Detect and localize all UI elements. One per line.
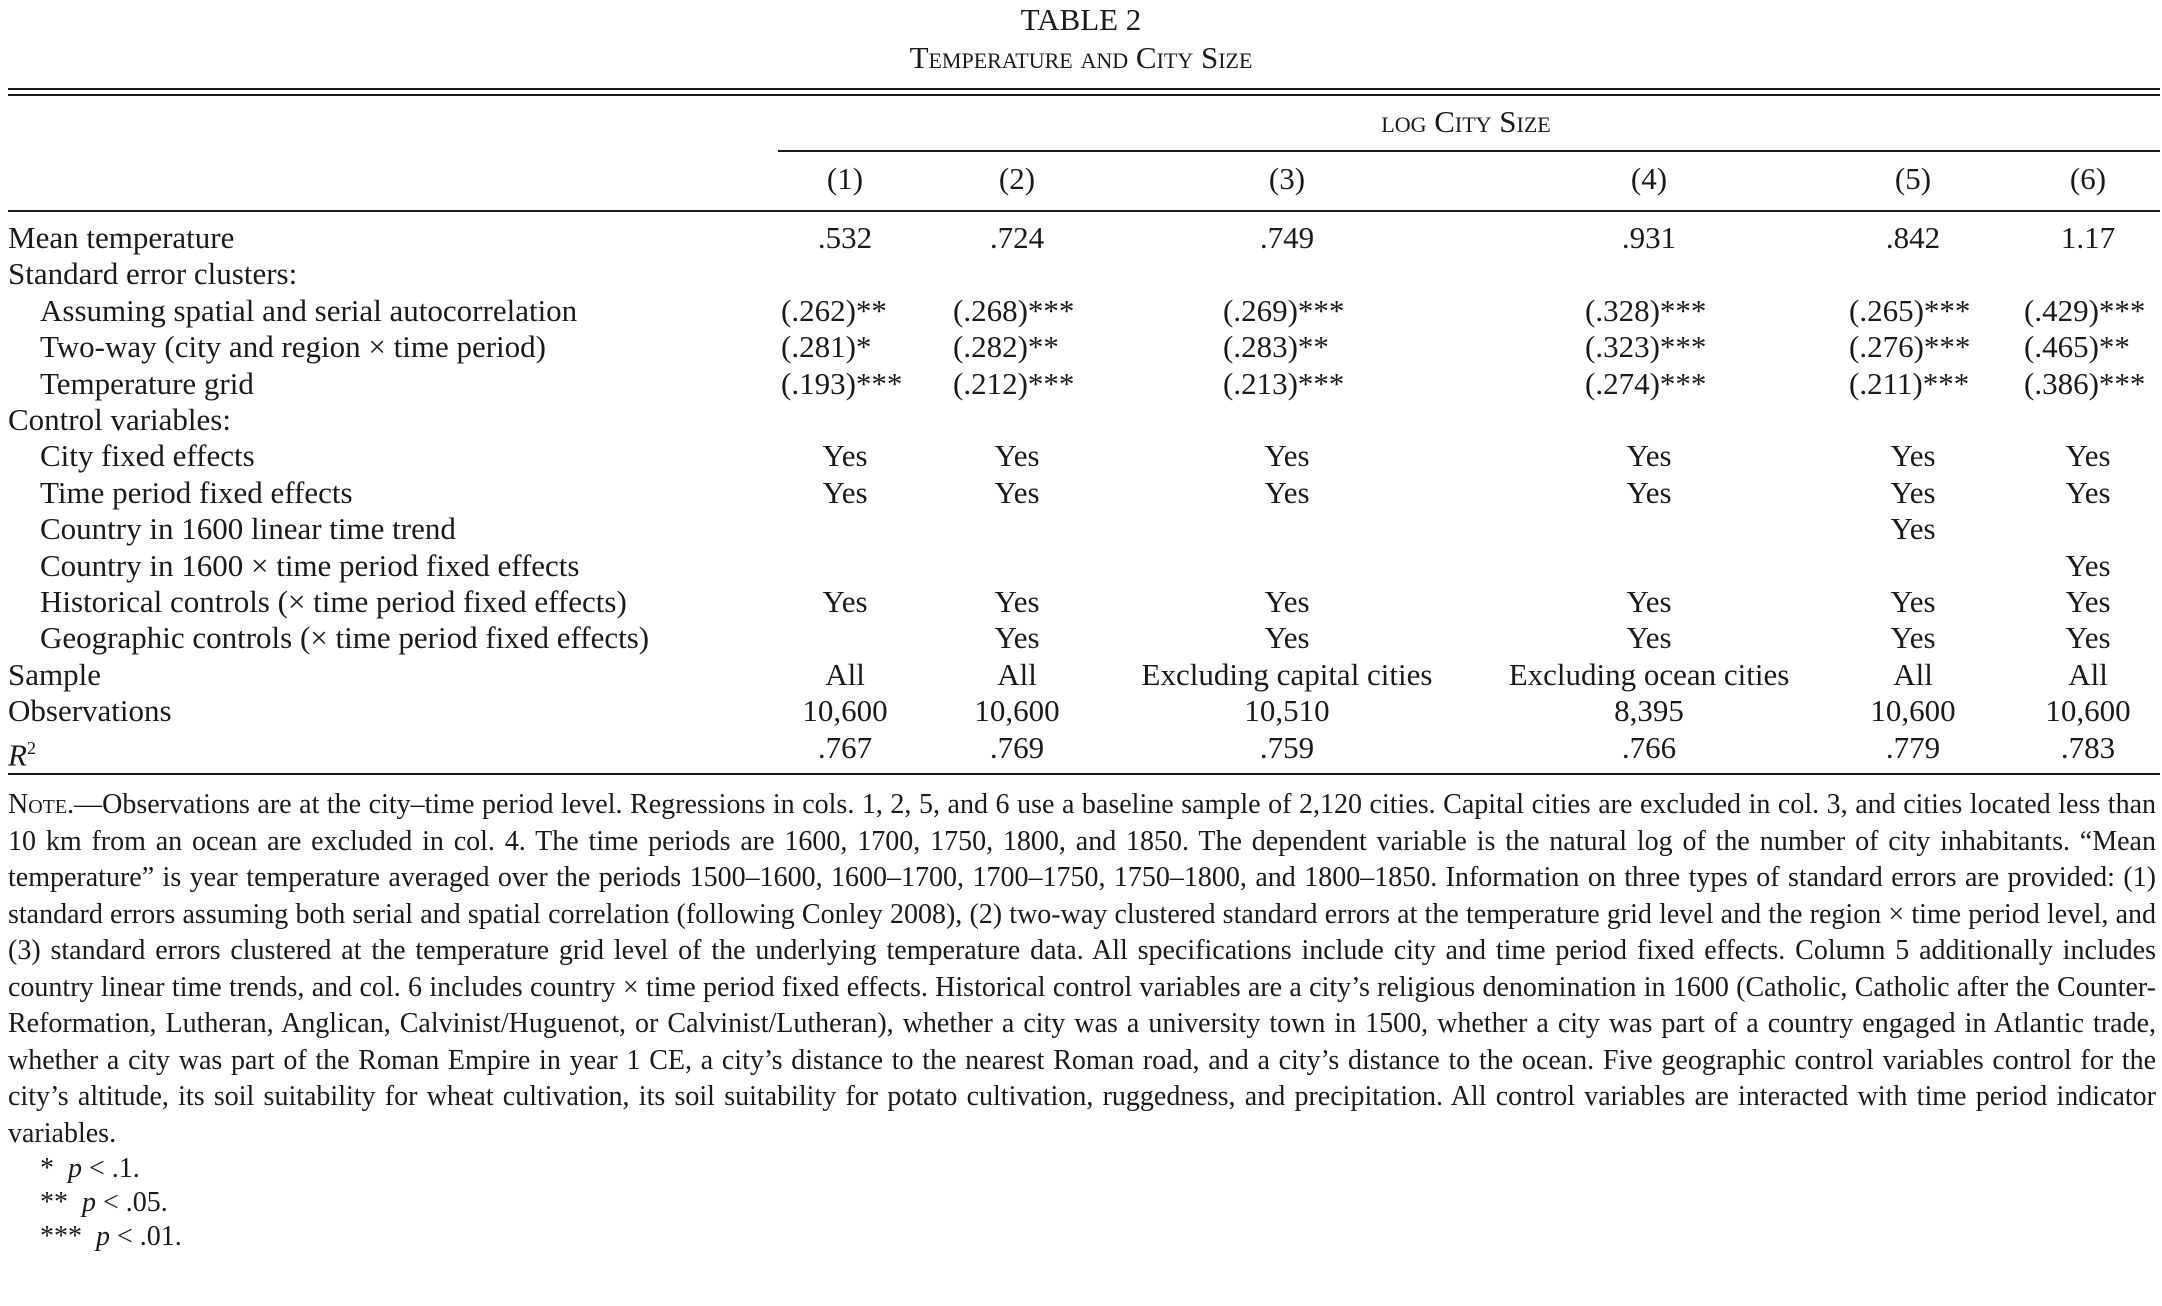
table-cell: .759 [1259,729,1315,765]
table-cell: (.274)*** [1585,365,1707,401]
row-label: Country in 1600 linear time trend [40,511,456,547]
bottom-rule [8,773,2160,775]
table-cell: (.429)*** [2024,292,2146,328]
table-cell: Excluding capital cities [1141,656,1433,692]
column-header: (6) [2069,161,2107,196]
table-cell: .766 [1621,729,1677,765]
significance-note [40,1220,182,1254]
row-label: Sample [8,656,101,692]
significance-stars: *** [40,1221,82,1252]
table-note [8,787,2156,1152]
table-cell: Yes [1264,474,1310,510]
table-cell: .783 [2060,729,2116,765]
table-cell: .724 [989,220,1045,255]
row-label: Mean temperature [8,220,235,255]
significance-threshold: < .1. [82,1153,140,1184]
top-rule-1 [8,88,2160,90]
table-cell: Yes [1264,584,1310,619]
table-cell: Yes [994,474,1040,510]
table-cell: (.212)*** [953,365,1075,401]
table-cell: (.213)*** [1223,365,1345,401]
significance-note [40,1152,140,1186]
significance-stars: ** [40,1187,68,1218]
row-label: Assuming spatial and serial autocorrelation [40,292,578,328]
table-cell: .779 [1885,729,1941,765]
table-cell: All [2068,656,2108,692]
row-label: City fixed effects [40,438,255,474]
p-symbol: p [82,1187,96,1218]
table-cell: .842 [1885,220,1941,255]
table-cell: (.269)*** [1223,292,1345,328]
table-cell: Yes [2065,474,2111,510]
table-cell: 10,600 [802,693,888,729]
row-label-text: R [8,736,27,772]
table-cell: Yes [822,584,868,619]
table-cell: (.193)*** [781,365,903,401]
table-cell: Yes [1626,438,1672,474]
row-label: Observations [8,693,172,729]
significance-threshold: < .05. [96,1187,168,1218]
table-cell: Excluding ocean cities [1508,656,1790,692]
row-label-superscript: 2 [26,737,36,758]
table-cell: (.262)** [781,292,887,328]
significance-note [40,1186,168,1220]
table-cell: Yes [2065,584,2111,619]
note-text: .—Observations are at the city–time period level. Regressions in cols. 1, 2, 5, and 6 use a baseline sample of 2,120 cities. Capital cities are excluded in col. 3, and cities located less than 10 km from an ocean are excluded in col. 4. The time periods are 1600, 1700, 1750, 1800, and 1850. The dependent variable is the natural log of the number of city inhabitants. “Mean temperature” is year temperature averaged over the periods 1500–1600, 1600–1700, 1700–1750, 1750–1800, and 1800–1850. Information on three types of standard errors are provided: (1) standard errors assuming both serial and spatial correlation (following Conley 2008), (2) two-way clustered standard errors at the temperature grid level and the region × time period level, and (3) standard errors clustered at the temperature grid level of the underlying temperature data. All specifications include city and time period fixed effects. Column 5 additionally includes country linear time trends, and col. 6 includes country × time period fixed effects. Historical control variables are a city’s religious denomination in 1600 (Catholic, Catholic after the Counter-Reformation, Lutheran, Anglican, Calvinist/Huguenot, or Calvinist/Lutheran), whether a city was a university town in 1500, whether a city was part of a country engaged in Atlantic trade, whether a city was part of the Roman Empire in year 1 CE, a city’s distance to the nearest Roman road, and a city’s distance to the ocean. Five geographic control variables control for the city’s altitude, its soil suitability for wheat cultivation, its soil suitability for potato cultivation, ruggedness, and precipitation. All control variables are interacted with time period indicator variables. [8,789,2156,1149]
table-cell: Yes [994,584,1040,619]
table-cell: .532 [817,220,873,255]
table-cell: Yes [1626,620,1672,656]
column-spanner: log City Size [1381,104,1551,139]
table-cell: Yes [822,474,868,510]
row-label: Geographic controls (× time period fixed effects) [40,620,650,656]
column-header: (2) [998,161,1036,196]
spanner-rule [778,150,2160,152]
table-cell: 10,510 [1244,693,1330,729]
table-cell: Yes [1626,474,1672,510]
significance-threshold: < .01. [110,1221,182,1252]
column-header: (5) [1894,161,1932,196]
header-rule [8,210,2160,212]
table-cell: 10,600 [2045,693,2131,729]
p-symbol: p [68,1153,82,1184]
table-cell: Yes [1890,438,1936,474]
table-cell: Yes [1890,511,1936,547]
table-cell: Yes [2065,438,2111,474]
table-cell: All [825,656,865,692]
table-cell: Yes [1264,620,1310,656]
row-label: Control variables: [8,402,231,437]
table-cell: Yes [1890,474,1936,510]
table-cell: (.276)*** [1849,329,1971,365]
row-label: Temperature grid [40,365,254,401]
table-cell: 10,600 [1870,693,1956,729]
table-cell: (.211)*** [1849,365,1970,401]
table-cell: (.281)* [781,329,872,365]
table-cell: 10,600 [974,693,1060,729]
table-cell: Yes [2065,547,2111,583]
table-cell: Yes [1890,584,1936,619]
column-header: (4) [1630,161,1668,196]
table-title: Temperature and City Size [909,40,1253,75]
table-cell: (.323)*** [1585,329,1707,365]
table-cell: Yes [2065,620,2111,656]
column-header: (3) [1268,161,1306,196]
column-header: (1) [826,161,864,196]
table-cell: (.328)*** [1585,292,1707,328]
table-cell: 1.17 [2060,220,2116,255]
table-cell: (.268)*** [953,292,1075,328]
p-symbol: p [96,1221,110,1252]
significance-stars: * [40,1153,54,1184]
row-label: Historical controls (× time period fixed effects) [40,584,627,619]
table-cell: Yes [822,438,868,474]
table-cell: Yes [1626,584,1672,619]
table-cell: (.265)*** [1849,292,1971,328]
row-label: Time period fixed effects [40,474,353,510]
table-cell: .769 [989,729,1045,765]
row-label: Two-way (city and region × time period) [40,329,546,365]
table-cell: All [1893,656,1933,692]
table-cell: (.386)*** [2024,365,2146,401]
table-cell: .749 [1259,220,1315,255]
table-cell: (.283)** [1223,329,1329,365]
row-label: Country in 1600 × time period fixed effects [40,547,580,583]
table-cell: Yes [1890,620,1936,656]
table-cell: (.465)** [2024,329,2130,365]
table-cell: All [997,656,1037,692]
table-label: TABLE 2 [1020,2,1142,37]
table-cell: Yes [1264,438,1310,474]
table-cell: .767 [817,729,873,765]
table-cell: (.282)** [953,329,1059,365]
row-label [8,730,36,773]
top-rule-2 [8,94,2160,96]
row-label: Standard error clusters: [8,256,298,292]
table-cell: Yes [994,438,1040,474]
table-cell: Yes [994,620,1040,656]
table-cell: .931 [1621,220,1677,255]
note-lead: Note [8,789,68,820]
table-cell: 8,395 [1614,693,1684,729]
